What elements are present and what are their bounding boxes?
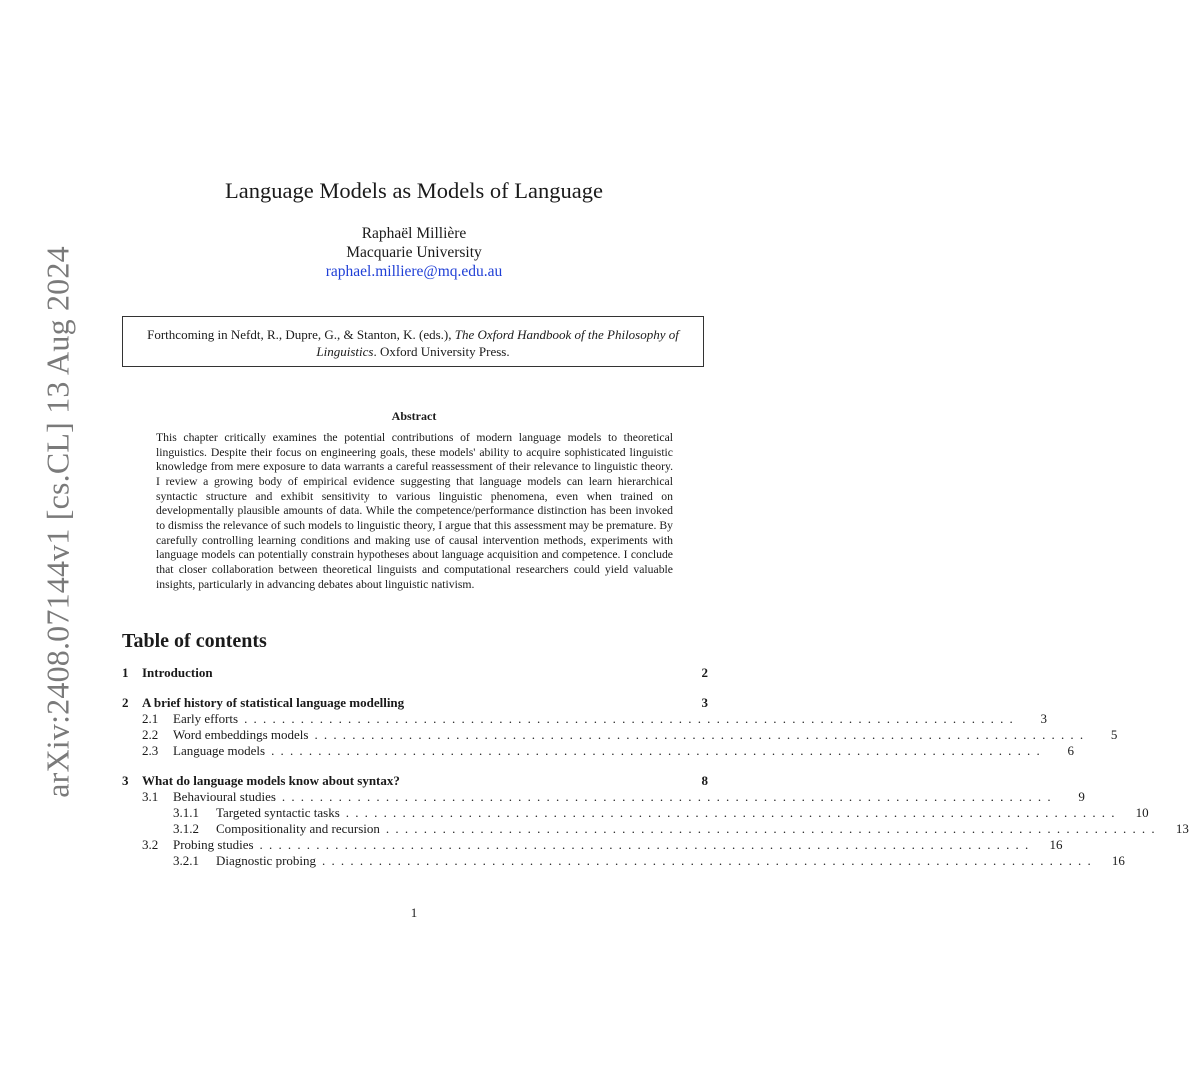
toc-leader-dots: .................................................................................. — [314, 727, 1090, 742]
toc-entry-page: 8 — [701, 773, 708, 788]
toc-entry-label: Probing studies — [173, 837, 254, 852]
toc-entry-1[interactable] — [122, 665, 708, 681]
toc-entry-page: 9 — [1078, 789, 1085, 804]
author-block — [0, 224, 828, 281]
toc-leader-dots: .................................................................................. — [281, 789, 1057, 804]
toc-entry-label: A brief history of statistical language modelling — [142, 695, 405, 710]
toc-entry-number: 1 — [122, 665, 129, 680]
toc-entry-label: What do language models know about syntax? — [142, 773, 400, 788]
toc-entry-page: 3 — [1040, 711, 1048, 726]
toc-entry-page: 10 — [1135, 805, 1149, 820]
abstract-heading: Abstract — [391, 409, 437, 423]
toc-entry-3-1-2[interactable] — [122, 821, 1189, 837]
toc-entry-3-1-1[interactable] — [122, 805, 1149, 821]
author-email-link[interactable]: raphael.milliere@mq.edu.au — [325, 263, 503, 280]
toc-entry-number: 3.1.1 — [173, 805, 199, 820]
forthcoming-book-title: The Oxford Handbook of the Philosophy of Linguistics — [316, 327, 679, 359]
toc-entry-label: Language models — [173, 743, 266, 758]
toc-entry-page: 13 — [1175, 821, 1189, 836]
toc-entry-2-1[interactable] — [122, 711, 1048, 727]
toc-entry-label: Introduction — [142, 665, 213, 680]
forthcoming-notice-box — [122, 316, 704, 367]
author-affiliation: Macquarie University — [346, 244, 482, 261]
forthcoming-suffix: . Oxford University Press. — [373, 344, 510, 359]
toc-entry-label: Word embeddings models — [173, 727, 309, 742]
toc-entry-3[interactable] — [122, 773, 708, 789]
toc-leader-dots: .................................................................................. — [322, 853, 1097, 868]
toc-entry-label: Early efforts — [173, 711, 239, 726]
toc-entry-3-2-1[interactable] — [122, 853, 1125, 869]
toc-entry-page: 16 — [1111, 853, 1125, 868]
toc-entry-number: 3 — [122, 773, 129, 788]
toc-entry-label: Compositionality and recursion — [216, 821, 380, 836]
toc-entry-number: 2.3 — [142, 743, 159, 758]
toc-entry-page: 5 — [1110, 727, 1118, 742]
toc-leader-dots: .................................................................................. — [345, 805, 1121, 820]
toc-leader-dots: .................................................................................. — [244, 711, 1020, 726]
abstract-text: This chapter critically examines the potential contributions of modern language models to theoretical linguistics. Despite their focus on engineering goals, these models' ability to acquire sophisticated linguistic knowledge from mere exposure to data warrants a careful reassessment of their relevance to linguistic theory. I review a growing body of empirical evidence suggesting that language models can learn hierarchical syntactic structure and exhibit sensitivity to various linguistic phenomena, even when trained on developmentally plausible amounts of data. While the competence/performance distinction has been invoked to dismiss the relevance of such models to linguistic theory, I argue that this assessment may be premature. By carefully controlling learning conditions and making use of causal intervention methods, experiments with language models can potentially constrain hypotheses about language acquisition and competence. I conclude that closer collaboration between theoretical linguists and computational researchers could yield valuable insights, particularly in advancing debates about linguistic nativism. — [156, 431, 673, 591]
paper-title: Language Models as Models of Language — [224, 178, 604, 203]
toc-entry-number: 3.1.2 — [173, 821, 199, 836]
toc-entry-2-2[interactable] — [122, 727, 1118, 743]
toc-entry-number: 2.2 — [142, 727, 159, 742]
forthcoming-prefix: Forthcoming in Nefdt, R., Dupre, G., & Stanton, K. (eds.), — [147, 327, 455, 342]
table-of-contents — [122, 665, 1189, 869]
toc-entry-page: 16 — [1049, 837, 1063, 852]
toc-entry-2[interactable] — [122, 695, 708, 711]
toc-entry-page: 3 — [701, 695, 708, 710]
arxiv-identifier-stamp[interactable]: arXiv:2408.07144v1 [cs.CL] 13 Aug 2024 — [39, 246, 76, 798]
toc-entry-label: Diagnostic probing — [216, 853, 317, 868]
toc-entry-page: 6 — [1067, 743, 1074, 758]
author-name: Raphaël Millière — [361, 225, 467, 242]
toc-entry-page: 2 — [701, 665, 708, 680]
toc-entry-3-2[interactable] — [122, 837, 1063, 853]
toc-entry-label: Targeted syntactic tasks — [216, 805, 340, 820]
toc-leader-dots: .................................................................................. — [259, 837, 1035, 852]
toc-entry-label: Behavioural studies — [173, 789, 276, 804]
page-number: 1 — [410, 905, 418, 920]
toc-entry-number: 3.2.1 — [173, 853, 199, 868]
toc-entry-2-3[interactable] — [122, 743, 1074, 759]
toc-leader-dots: .................................................................................. — [271, 743, 1046, 758]
toc-entry-number: 3.1 — [142, 789, 159, 804]
toc-heading: Table of contents — [122, 630, 267, 652]
toc-entry-number: 2 — [122, 695, 129, 710]
toc-entry-3-1[interactable] — [122, 789, 1085, 805]
toc-leader-dots: .................................................................................. — [385, 821, 1161, 836]
toc-entry-number: 3.2 — [142, 837, 159, 852]
toc-entry-number: 2.1 — [142, 711, 159, 726]
